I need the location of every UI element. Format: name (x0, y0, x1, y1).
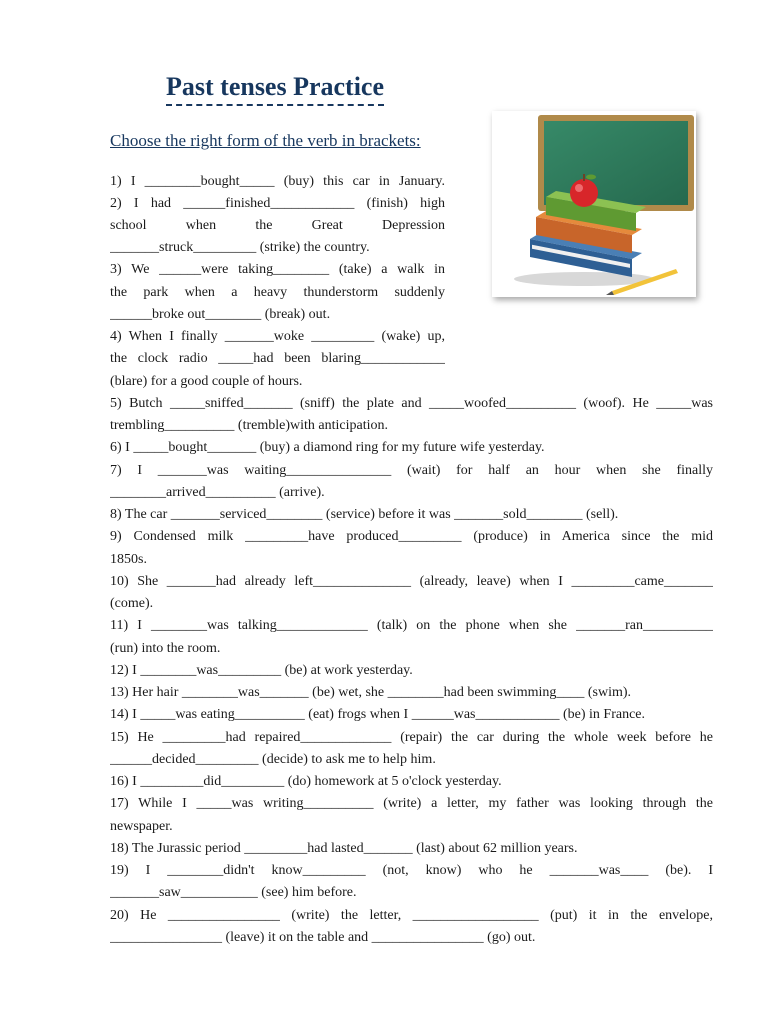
question-line: ______broke out________ (break) out. (110, 307, 331, 322)
question-line: 3) We ______were taking________ (take) a walk in (110, 262, 445, 277)
books-apple-chalkboard-icon (492, 111, 696, 297)
question-line: 1) I ________bought_____ (buy) this car in January. (110, 174, 445, 189)
question-line: ______decided_________ (decide) to ask me to help him. (110, 752, 436, 767)
question-line: school when the Great Depression (110, 218, 445, 233)
question-line: newspaper. (110, 819, 173, 834)
page-title: Past tenses Practice (166, 72, 384, 106)
question-line: the clock radio _____had been blaring____________ (110, 351, 445, 366)
question-line: trembling__________ (tremble)with anticipation. (110, 418, 388, 433)
question-line: 4) When I finally _______woke _________ (wake) up, (110, 329, 445, 344)
question-line: 2) I had ______finished____________ (finish) high (110, 196, 445, 211)
question-line: (come). (110, 596, 154, 611)
question-line: 6) I _____bought_______ (buy) a diamond ring for my future wife yesterday. (110, 440, 545, 455)
question-line: 16) I _________did_________ (do) homework at 5 o'clock yesterday. (110, 774, 502, 789)
question-line: 19) I ________didn't know_________ (not, know) who he _______was____ (be). I (110, 863, 713, 878)
question-line: 10) She _______had already left______________ (already, leave) when I _________came_______ (110, 574, 713, 589)
question-line: 15) He _________had repaired_____________ (repair) the car during the whole week before he (110, 730, 713, 745)
question-line: 18) The Jurassic period _________had lasted_______ (last) about 62 million years. (110, 841, 578, 856)
question-line: (run) into the room. (110, 641, 221, 656)
question-line: _______saw___________ (see) him before. (110, 885, 357, 900)
question-line: _______struck_________ (strike) the country. (110, 240, 370, 255)
question-line: 1850s. (110, 552, 147, 567)
question-line: the park when a heavy thunderstorm suddenly (110, 285, 445, 300)
question-line: 12) I ________was_________ (be) at work yesterday. (110, 663, 413, 678)
question-line: 17) While I _____was writing__________ (write) a letter, my father was looking through the (110, 796, 713, 811)
question-line: ________________ (leave) it on the table and ________________ (go) out. (110, 930, 536, 945)
question-line: (blare) for a good couple of hours. (110, 374, 303, 389)
question-line: 8) The car _______serviced________ (service) before it was _______sold________ (sell). (110, 507, 619, 522)
question-line: 11) I ________was talking_____________ (talk) on the phone when she _______ran__________ (110, 618, 713, 633)
question-line: 13) Her hair ________was_______ (be) wet, she ________had been swimming____ (swim). (110, 685, 632, 700)
question-line: 5) Butch _____sniffed_______ (sniff) the plate and _____woofed__________ (woof). He _____was (110, 396, 713, 411)
question-line: 9) Condensed milk _________have produced_________ (produce) in America since the mid (110, 529, 713, 544)
question-line: 7) I _______was waiting_______________ (wait) for half an hour when she finally (110, 463, 713, 478)
question-line: ________arrived__________ (arrive). (110, 485, 325, 500)
instruction-heading: Choose the right form of the verb in brackets: (110, 131, 421, 150)
question-line: 14) I _____was eating__________ (eat) frogs when I ______was____________ (be) in France. (110, 707, 645, 722)
question-line: 20) He ________________ (write) the letter, __________________ (put) it in the envelope, (110, 908, 713, 923)
